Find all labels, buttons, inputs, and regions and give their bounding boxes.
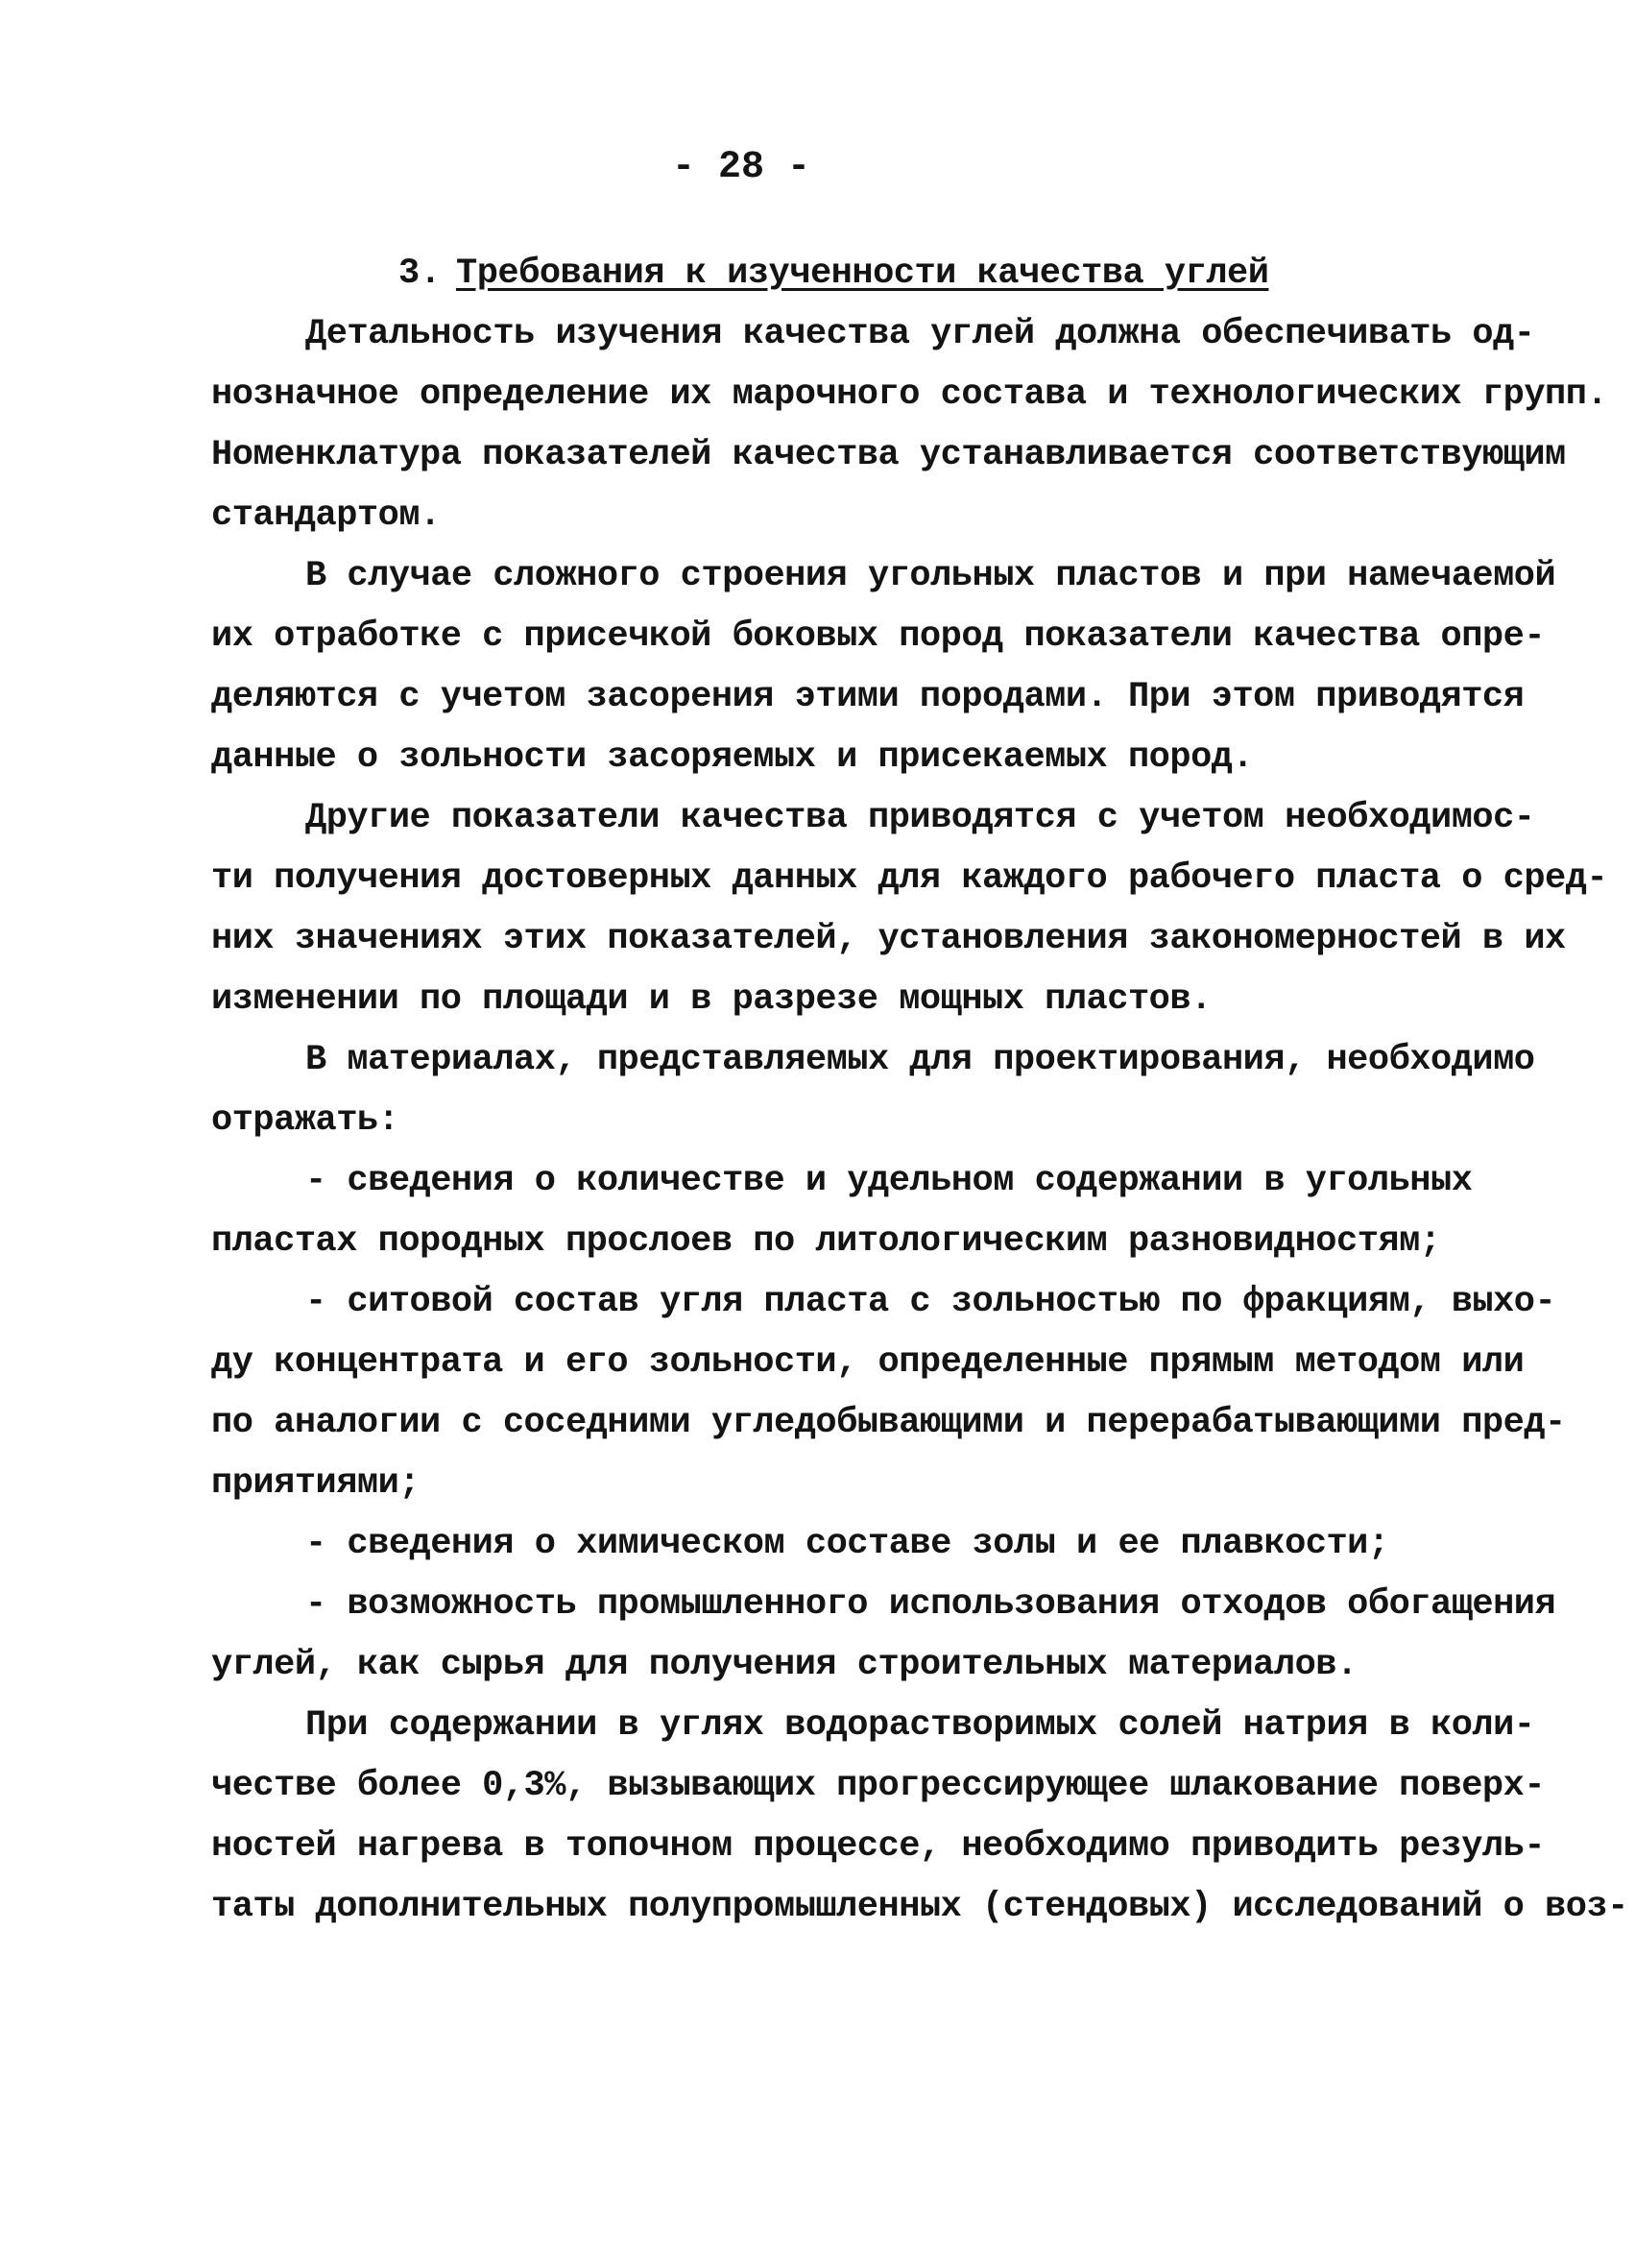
text-line: ти получения достоверных данных для каждого рабочего пласта о сред- [211, 858, 1608, 899]
list-item-line: приятиями; [211, 1463, 421, 1504]
text-line: Другие показатели качества приводятся с учетом необходимос- [305, 798, 1535, 838]
list-item-line: ду концентрата и его зольности, определенные прямым методом или [211, 1342, 1525, 1383]
list-item-line: по аналогии с соседними угледобывающими и перерабатывающими пред- [211, 1403, 1566, 1443]
section-number: 3. [398, 253, 442, 294]
text-line: данные о зольности засоряемых и присекаемых пород. [211, 737, 1254, 778]
page-number: - 28 - [672, 146, 811, 189]
text-line: нозначное определение их марочного состава и технологических групп. [211, 374, 1608, 415]
text-line: Детальность изучения качества углей должна обеспечивать од- [305, 314, 1535, 354]
list-item-line: углей, как сырья для получения строительных материалов. [211, 1645, 1358, 1685]
text-line: ностей нагрева в топочном процессе, необходимо приводить резуль- [211, 1826, 1546, 1867]
list-item-line: - возможность промышленного использования отходов обогащения [305, 1584, 1556, 1625]
text-line: таты дополнительных полупромышленных (стендовых) исследований о воз- [211, 1887, 1628, 1927]
text-line: честве более 0,3%, вызывающих прогрессирующее шлакование поверх- [211, 1766, 1546, 1806]
text-line: них значениях этих показателей, установления закономерностей в их [211, 919, 1566, 959]
list-item-line: - сведения о химическом составе золы и ее плавкости; [305, 1524, 1389, 1564]
list-item-line: - сведения о количестве и удельном содержании в угольных [305, 1161, 1473, 1201]
section-title: Требования к изученности качества углей [456, 253, 1269, 294]
list-item-line: пластах породных прослоев по литологическим разновидностям; [211, 1221, 1441, 1262]
text-line: отражать: [211, 1100, 399, 1141]
text-line: изменении по площади и в разрезе мощных пластов. [211, 979, 1212, 1020]
text-line: их отработке с присечкой боковых пород показатели качества опре- [211, 616, 1546, 657]
text-line: Номенклатура показателей качества устанавливается соответствующим [211, 435, 1566, 475]
text-line: При содержании в углях водорастворимых солей натрия в коли- [305, 1705, 1535, 1746]
text-line: В случае сложного строения угольных пластов и при намечаемой [305, 556, 1556, 596]
list-item-line: - ситовой состав угля пласта с зольностью по фракциям, выхо- [305, 1282, 1556, 1322]
text-line: В материалах, представляемых для проектирования, необходимо [305, 1040, 1535, 1080]
text-line: деляются с учетом засорения этими породами. При этом приводятся [211, 677, 1525, 717]
text-line: стандартом. [211, 495, 441, 536]
